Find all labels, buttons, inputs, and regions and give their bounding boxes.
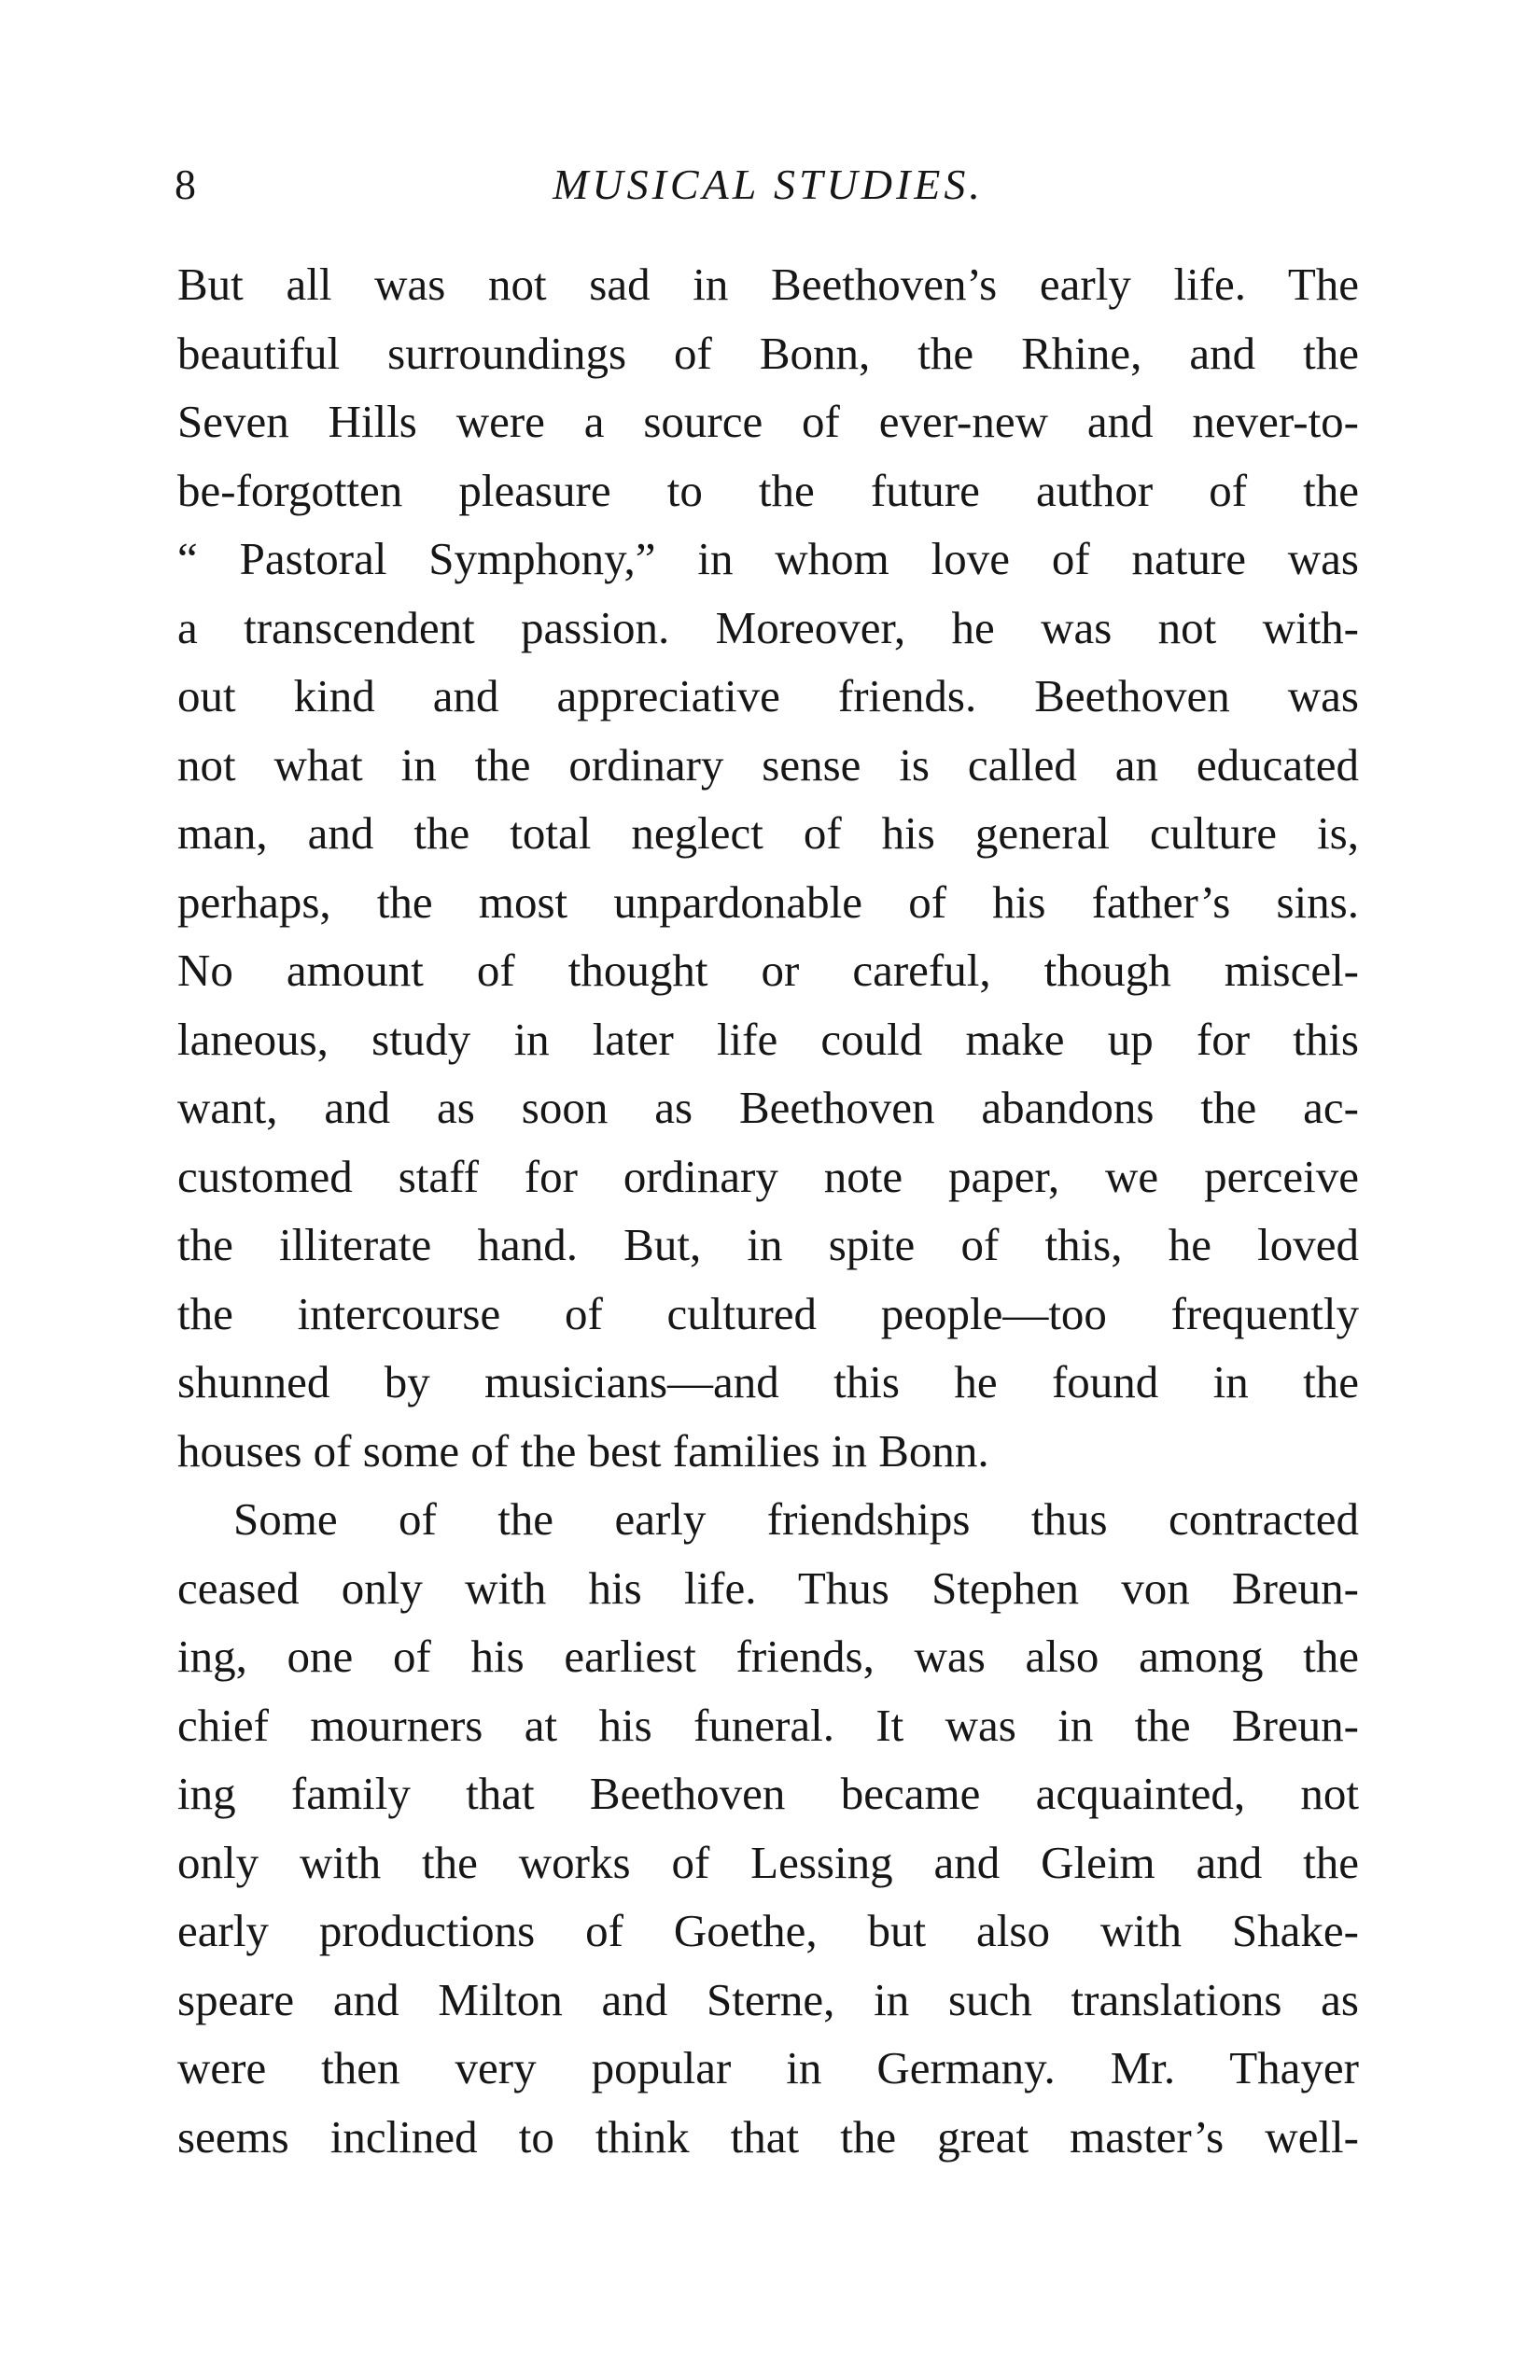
text-line: ceased only with his life. Thus Stephen von Breun- xyxy=(177,1561,1359,1614)
text-line: But all was not sad in Beethoven’s early life. The xyxy=(177,259,1359,310)
text-line: laneous, study in later life could make up for this xyxy=(177,1013,1359,1065)
text-line: ing family that Beethoven became acquainted, not xyxy=(177,1768,1359,1819)
text-line: only with the works of Lessing and Gleim and the xyxy=(177,1836,1359,1888)
text-line: were then very popular in Germany. Mr. Thayer xyxy=(177,2042,1359,2093)
text-line: customed staff for ordinary note paper, we perceive xyxy=(177,1150,1359,1202)
text-line: chief mourners at his funeral. It was in the Breun- xyxy=(177,1699,1359,1751)
body-text xyxy=(177,250,1359,2171)
text-line: houses of some of the best families in Bonn. xyxy=(177,1424,989,1477)
page-header xyxy=(175,157,1362,213)
text-line: early productions of Goethe, but also with Shake- xyxy=(177,1905,1359,1956)
text-line: man, and the total neglect of his general culture is, xyxy=(177,807,1359,859)
text-line: Seven Hills were a source of ever-new and never-to- xyxy=(177,396,1359,447)
text-line: out kind and appreciative friends. Beethoven was xyxy=(177,670,1359,721)
text-line: perhaps, the most unpardonable of his father’s sins. xyxy=(177,875,1359,928)
paragraph-1 xyxy=(177,250,1359,1485)
text-line: want, and as soon as Beethoven abandons the ac- xyxy=(177,1082,1359,1133)
text-line: a transcendent passion. Moreover, he was not with- xyxy=(177,601,1359,653)
page-number: 8 xyxy=(175,161,196,208)
text-line: shunned by musicians—and this he found in the xyxy=(177,1356,1359,1407)
text-line: No amount of thought or careful, though miscel- xyxy=(177,945,1359,996)
paragraph-2 xyxy=(177,1485,1359,2171)
text-line: seems inclined to think that the great master’s well- xyxy=(177,2110,1359,2163)
text-line: the intercourse of cultured people—too frequently xyxy=(177,1287,1359,1339)
running-title: MUSICAL STUDIES. xyxy=(553,161,984,208)
text-line: speare and Milton and Sterne, in such translations as xyxy=(177,1973,1359,2025)
text-line: be-forgotten pleasure to the future author of the xyxy=(177,464,1359,516)
text-line: beautiful surroundings of Bonn, the Rhine, and the xyxy=(177,327,1359,379)
text-line: “ Pastoral Symphony,” in whom love of nature was xyxy=(177,533,1359,584)
text-line: not what in the ordinary sense is called an educated xyxy=(177,738,1359,791)
text-line: ing, one of his earliest friends, was also among the xyxy=(177,1631,1359,1682)
text-line: Some of the early friendships thus contracted xyxy=(233,1493,1359,1545)
text-line: the illiterate hand. But, in spite of this, he loved xyxy=(177,1219,1359,1270)
